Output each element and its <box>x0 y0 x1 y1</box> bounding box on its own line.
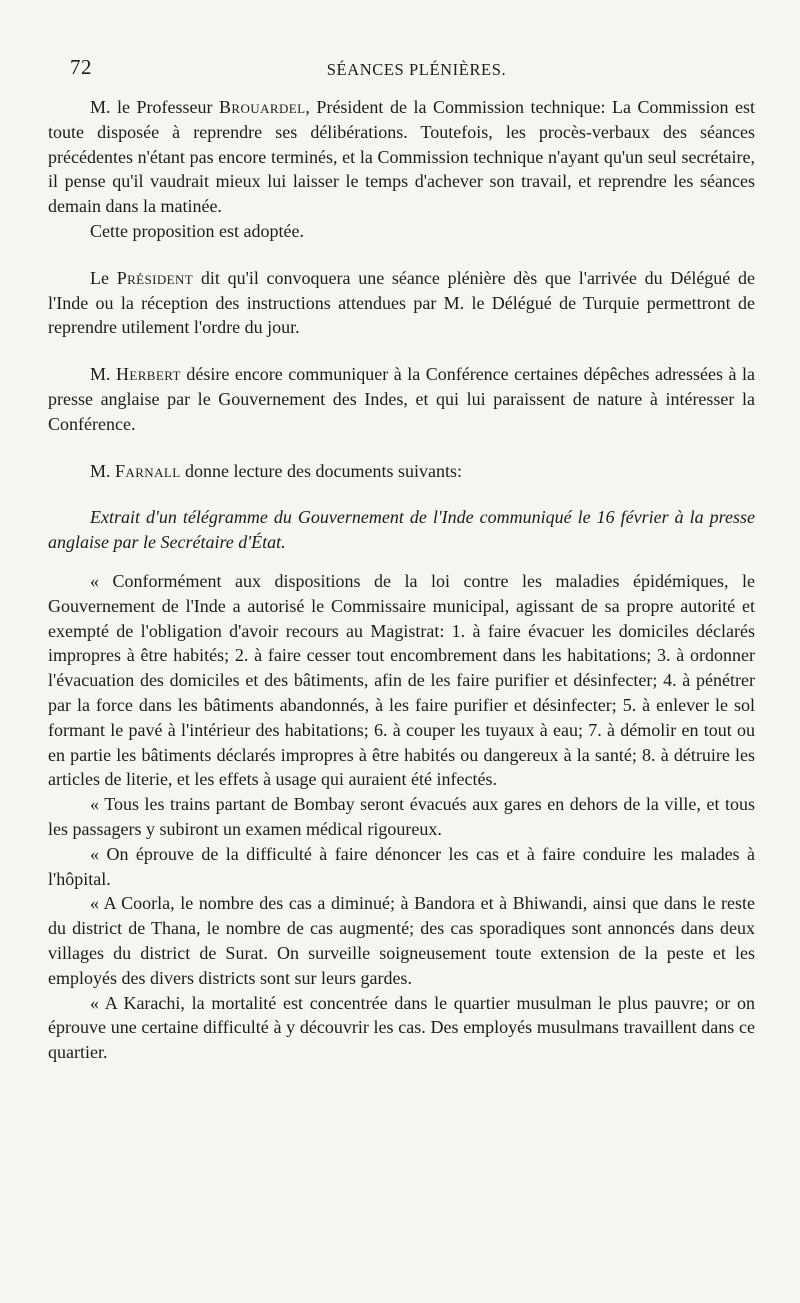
paragraph-adoption: Cette proposition est adoptée. <box>90 220 304 241</box>
paragraph-lead: Le <box>90 267 117 288</box>
paragraph-text: donne lecture des documents suivants: <box>180 460 462 481</box>
telegram-paragraph-coorla: « A Coorla, le nombre des cas a diminué; à Bandora et à Bhiwandi, ainsi que dans le reste du district de Thana, le nombre de cas augmenté; des cas sporadiques sont annoncés dans deux villages du district de Surat. On surveille soigneusement toute extension de la peste et les employés des divers districts sont sur leurs gardes. <box>48 893 755 988</box>
running-head: SÉANCES PLÉNIÈRES. <box>326 60 507 79</box>
paragraph-text: dit qu'il convoquera une séance plénière dès que l'arrivée du Délégué de l'Inde ou la réception des instructions attendues par M. le Délégué de Turquie permettront de reprendre utilement l'ordre du jour. <box>48 267 756 338</box>
paragraph-lead: M. le Professeur <box>90 97 220 117</box>
page-header <box>48 55 755 89</box>
telegram-paragraph-measures: « Conformément aux dispositions de la loi contre les maladies épidémiques, le Gouvernement de l'Inde a autorisé le Commissaire municipal, agissant de sa propre autorité et exempté de l'obligation d'avoir recours au Magistrat: 1. à faire évacuer les domiciles déclarés impropres à être habités; 2. à faire cesser tout encombrement dans les habitations; 3. à ordonner l'évacuation des domiciles et des bâtiments, afin de les faire purifier et désinfecter; 4. à pénétrer par la force dans les bâtiments abandonnés, à les faire purifier et désinfecter; 5. à enlever le sol formant le pavé à l'intérieur des habitations; 6. à couper les tuyaux à eau; 7. à démolir en tout ou en partie les bâtiments déclarés impropres à être habités ou dangereux à la santé; 8. à détruire les articles de literie, et les effets à usage qui auraient été infectés. <box>48 570 755 790</box>
paragraph-lead: M. <box>90 460 116 481</box>
body-text <box>48 95 755 1065</box>
speaker-name: Farnall <box>115 460 181 481</box>
paragraph-farnall <box>48 459 755 484</box>
telegram-heading: Extrait d'un télégramme du Gouvernement de l'Inde communiqué le 16 février à la presse anglaise par le Secrétaire d'État. <box>48 507 755 553</box>
speaker-name: Brouardel <box>219 97 306 117</box>
paragraph-text: désire encore communiquer à la Conférence certaines dépêches adressées à la presse anglaise par le Gouvernement des Indes, et qui lui paraissent de nature à intéresser la Conférence. <box>48 364 755 434</box>
paragraph-text: , Président de la Commission technique: La Commission est toute disposée à reprendre ses délibérations. Toutefois, les procès-verbaux des séances précédentes n'étant pas encore terminés, et la Commission technique n'ayant qu'un seul secrétaire, il pense qu'il vaudrait mieux lui laisser le temps d'achever son travail, et reprendre les séances demain dans la matinée. <box>48 97 755 217</box>
telegram-paragraph-trains: « Tous les trains partant de Bombay seront évacués aux gares en dehors de la ville, et tous les passagers y subiront un examen médical rigoureux. <box>48 794 755 839</box>
paragraph-lead: M. <box>90 364 116 385</box>
paragraph-herbert <box>48 362 755 436</box>
speaker-name: Président <box>116 267 194 288</box>
telegram-paragraph-karachi: « A Karachi, la mortalité est concentrée dans le quartier musulman le plus pauvre; or on éprouve une certaine difficulté à y découvrir les cas. Des employés musulmans travaillent dans ce quartier. <box>48 992 755 1063</box>
paragraph-brouardel <box>48 95 755 219</box>
speaker-name: Herbert <box>116 364 181 385</box>
paragraph-president <box>48 266 755 340</box>
page-number: 72 <box>70 55 92 79</box>
telegram-paragraph-hospital: « On éprouve de la difficulté à faire dénoncer les cas et à faire conduire les malades à l'hôpital. <box>48 843 755 889</box>
